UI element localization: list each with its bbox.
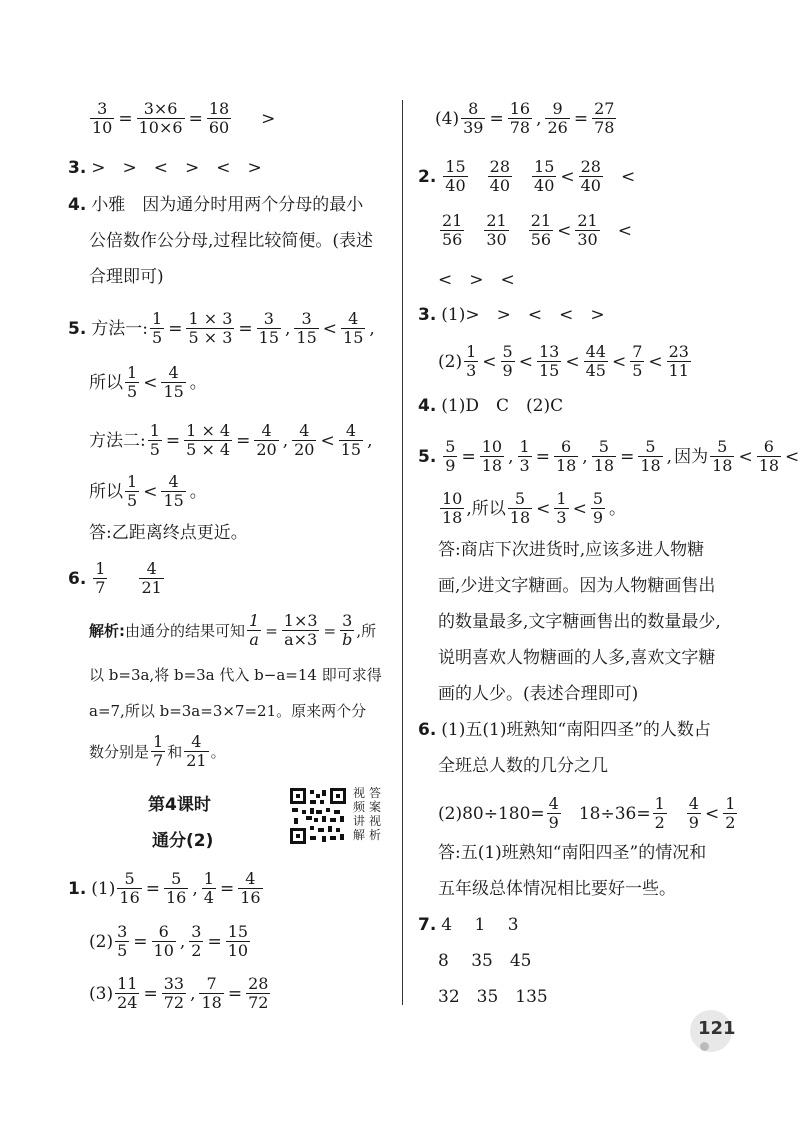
answer-text-line: 全班总人数的几分之几 [438,756,608,776]
answer-text-line: 答:五(1)班熟知“南阳四圣”的情况和 [438,843,707,863]
answer-5-method-2: 方法二: $\frac{1}{5}$ = $\frac{1 \times 4}{5 \times 4}$ = $\frac{4}{20}$ , $\frac{4}{20}$ < $\frac{4}{15}$ , [89,421,373,459]
answer-3-part-1: 3. (1)> > < < > [418,305,605,325]
answer-text-line: 的数量最多,文字糖画售出的数量最少, [438,612,721,632]
answer-text: 小雅 因为通分时用两个分母的最小 [91,195,364,215]
answer-text-line: 合理即可) [89,267,164,287]
answer-1-part-3: (3) $\frac{11}{24}$ = $\frac{33}{72}$ , $\frac{7}{18}$ = $\frac{28}{72}$ [89,974,269,1012]
answer-text-line: 五年级总体情况相比要好一些。 [438,879,676,899]
answer-5-method-1: 5. 方法一: $\frac{1}{5}$ = $\frac{1 \times 3}{5 \times 3}$ = $\frac{3}{15}$ , $\frac{3}{15}$ < $\frac{4}{15}$ , [68,309,375,347]
answer-line: $\frac{3}{10}$ = $\frac{3\times 6}{10\times 6}$ = $\frac{18}{60}$ > [92,99,276,137]
answer-4: 4. (1)D C (2)C [418,396,564,416]
answer-text: > > < > < > [91,158,262,178]
qr-code-icon[interactable] [290,788,346,844]
answer-5-conclusion-1: 所以 $\frac{1}{5}$ < $\frac{4}{15}$ 。 [89,363,207,401]
qr-caption-answer: 答 案 视 析 [368,786,381,842]
fraction: $\frac{3}{10}$ [92,99,113,137]
answer-5-line-1: 5. $\frac{5}{9}$ = $\frac{10}{18}$ , $\frac{1}{3}$ = $\frac{6}{18}$ , $\frac{5}{18}$ = $\frac{5}{18}$ , 因为 $\frac{5}{18}$ < $\frac{6}{18}$ < [418,437,800,475]
answer-1-part-4: (4) $\frac{8}{39}$ = $\frac{16}{78}$ , $\frac{9}{26}$ = $\frac{27}{78}$ [435,99,615,137]
explanation-line: 数分别是 $\frac{1}{7}$ 和 $\frac{4}{21}$ 。 [89,732,226,770]
answer-text-line: 答:乙距离终点更近。 [89,523,248,543]
answer-1-part-2: (2) $\frac{3}{5}$ = $\frac{6}{10}$ , $\frac{3}{2}$ = $\frac{15}{10}$ [89,922,249,960]
question-number: 4. [68,195,87,215]
comparison-symbol: > [261,108,276,129]
answer-6-part-1: 6. (1)五(1)班熟知“南阳四圣”的人数占 [418,720,711,740]
qr-caption-video: 视 频 讲 解 [352,786,365,842]
answer-5-conclusion-2: 所以 $\frac{1}{5}$ < $\frac{4}{15}$ 。 [89,472,207,510]
lesson-subtitle: 通分(2) [152,831,214,851]
answer-2-row-3: < > < [438,270,515,290]
answer-text-line: 公倍数作公分母,过程比较简便。(表述 [89,231,374,251]
answer-1-part-1: 1. (1) $\frac{5}{16}$ = $\frac{5}{16}$ , $\frac{1}{4}$ = $\frac{4}{16}$ [68,869,261,907]
answer-6-part-2: (2)80÷180= $\frac{4}{9}$ 18÷36= $\frac{1}{2}$ $\frac{4}{9}$ < $\frac{1}{2}$ [438,794,736,832]
answer-7-row-3: 32 35 135 [438,987,548,1007]
answer-text-line: 画的人少。(表述合理即可) [438,684,639,704]
answer-7-row-2: 8 35 45 [438,951,532,971]
answer-7-row-1: 7. 4 1 3 [418,915,519,935]
explanation-line: a=7,所以 b=3a=3×7=21。原来两个分 [89,702,367,720]
answer-3 [68,153,262,183]
answer-2-row-2: $\frac{21}{56}$ $\frac{21}{30}$ $\frac{21}{56}$ < $\frac{21}{30}$ < [442,211,632,249]
answer-2-row-1: 2. $\frac{15}{40}$ $\frac{28}{40}$ $\frac{15}{40}$ < $\frac{28}{40}$ < [418,157,636,195]
fraction: $\frac{3\times 6}{10\times 6}$ [138,99,183,137]
explanation-line: 解析: 由通分的结果可知 $\frac{1}{a}$ = $\frac{1\times 3}{a\times 3}$ = $\frac{3}{b}$ ,所 [89,611,377,649]
answer-5-line-2: $\frac{10}{18}$ ,所以 $\frac{5}{18}$ < $\frac{1}{3}$ < $\frac{5}{9}$ 。 [442,489,626,527]
answer-text-line: 画,少进文字糖画。因为人物糖画售出 [438,576,716,596]
answer-text-line: 说明喜欢人物糖画的人多,喜欢文字糖 [438,648,716,668]
question-number: 3. [68,158,87,178]
explanation-label: 解析: [89,621,125,640]
answer-6: 6. $\frac{1}{7}$ $\frac{4}{21}$ [68,559,162,597]
answer-text-line: 答:商店下次进货时,应该多进人物糖 [438,540,705,560]
right-column [410,0,800,1130]
answer-4 [68,190,363,220]
lesson-title: 第4课时 [148,795,211,815]
page-number: 121 [698,1018,736,1039]
explanation-line: 以 b=3a,将 b=3a 代入 b−a=14 即可求得 [89,666,382,684]
fraction: $\frac{18}{60}$ [208,99,230,137]
page-dot-decoration [700,1042,709,1051]
column-divider [402,100,403,1005]
answer-3-part-2: (2) $\frac{1}{3}$ < $\frac{5}{9}$ < $\frac{13}{15}$ < $\frac{44}{45}$ < $\frac{7}{5}$ < $\frac{23}{11}$ [438,342,689,380]
